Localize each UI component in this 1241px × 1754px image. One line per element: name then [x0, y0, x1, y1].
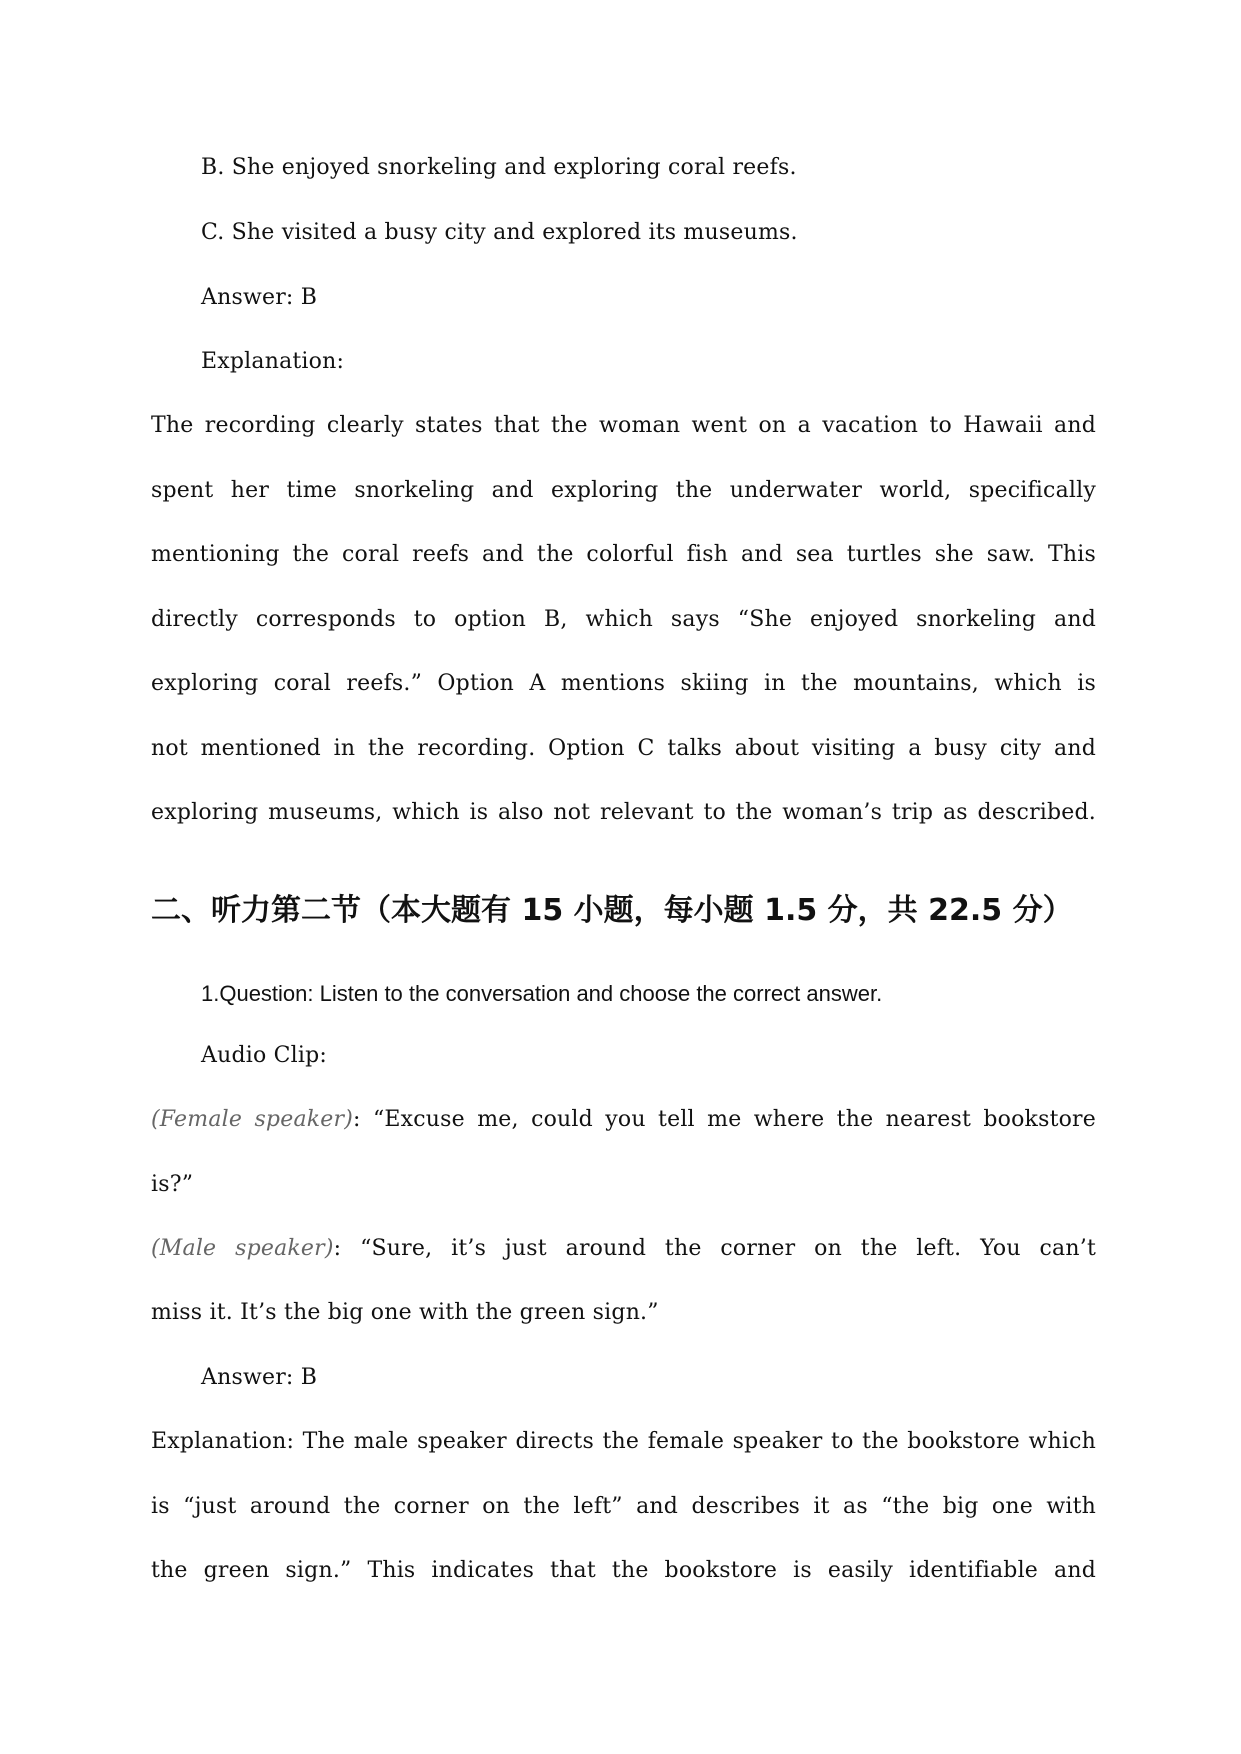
explanation-1-line-5: exploring coral reefs.” Option A mentions skiing in the mountains, which is [151, 671, 1096, 696]
option-c: C. She visited a busy city and explored its museums. [201, 220, 798, 245]
explanation-1-line-7: exploring museums, which is also not relevant to the woman’s trip as described. [151, 800, 1096, 825]
female-dialogue-line-1 [151, 1105, 1096, 1135]
audio-clip-label: Audio Clip: [201, 1043, 328, 1068]
option-b: B. She enjoyed snorkeling and exploring coral reefs. [201, 155, 797, 180]
explanation-2-line-1: Explanation: The male speaker directs the female speaker to the bookstore which [151, 1429, 1096, 1454]
male-speech-1: : “Sure, it’s just around the corner on the left. You can’t [333, 1236, 1096, 1261]
explanation-1-line-6: not mentioned in the recording. Option C talks about visiting a busy city and [151, 736, 1096, 761]
male-speaker-label: (Male speaker) [151, 1236, 334, 1261]
explanation-1-line-4: directly corresponds to option B, which says “She enjoyed snorkeling and [151, 607, 1096, 632]
question-1: 1.Question: Listen to the conversation and choose the correct answer. [201, 981, 883, 1006]
male-dialogue-line-2: miss it. It’s the big one with the green sign.” [151, 1300, 659, 1325]
explanation-2-line-3: the green sign.” This indicates that the bookstore is easily identifiable and [151, 1558, 1096, 1583]
male-dialogue-line-1 [151, 1234, 1096, 1264]
explanation-1-line-3: mentioning the coral reefs and the colorful fish and sea turtles she saw. This [151, 542, 1096, 567]
explanation-1-line-1: The recording clearly states that the woman went on a vacation to Hawaii and [151, 413, 1096, 438]
female-dialogue-line-2: is?” [151, 1172, 194, 1197]
female-speaker-label: (Female speaker) [151, 1107, 354, 1132]
explanation-1-line-2: spent her time snorkeling and exploring the underwater world, specifically [151, 478, 1096, 503]
explanation-label: Explanation: [201, 349, 345, 374]
explanation-2-line-2: is “just around the corner on the left” and describes it as “the big one with [151, 1494, 1096, 1519]
answer-1: Answer: B [201, 285, 318, 310]
section-heading: 二、听力第二节（本大题有 15 小题，每小题 1.5 分，共 22.5 分） [151, 893, 1073, 928]
female-speech-1: : “Excuse me, could you tell me where the nearest bookstore [353, 1107, 1096, 1132]
answer-2: Answer: B [201, 1365, 318, 1390]
